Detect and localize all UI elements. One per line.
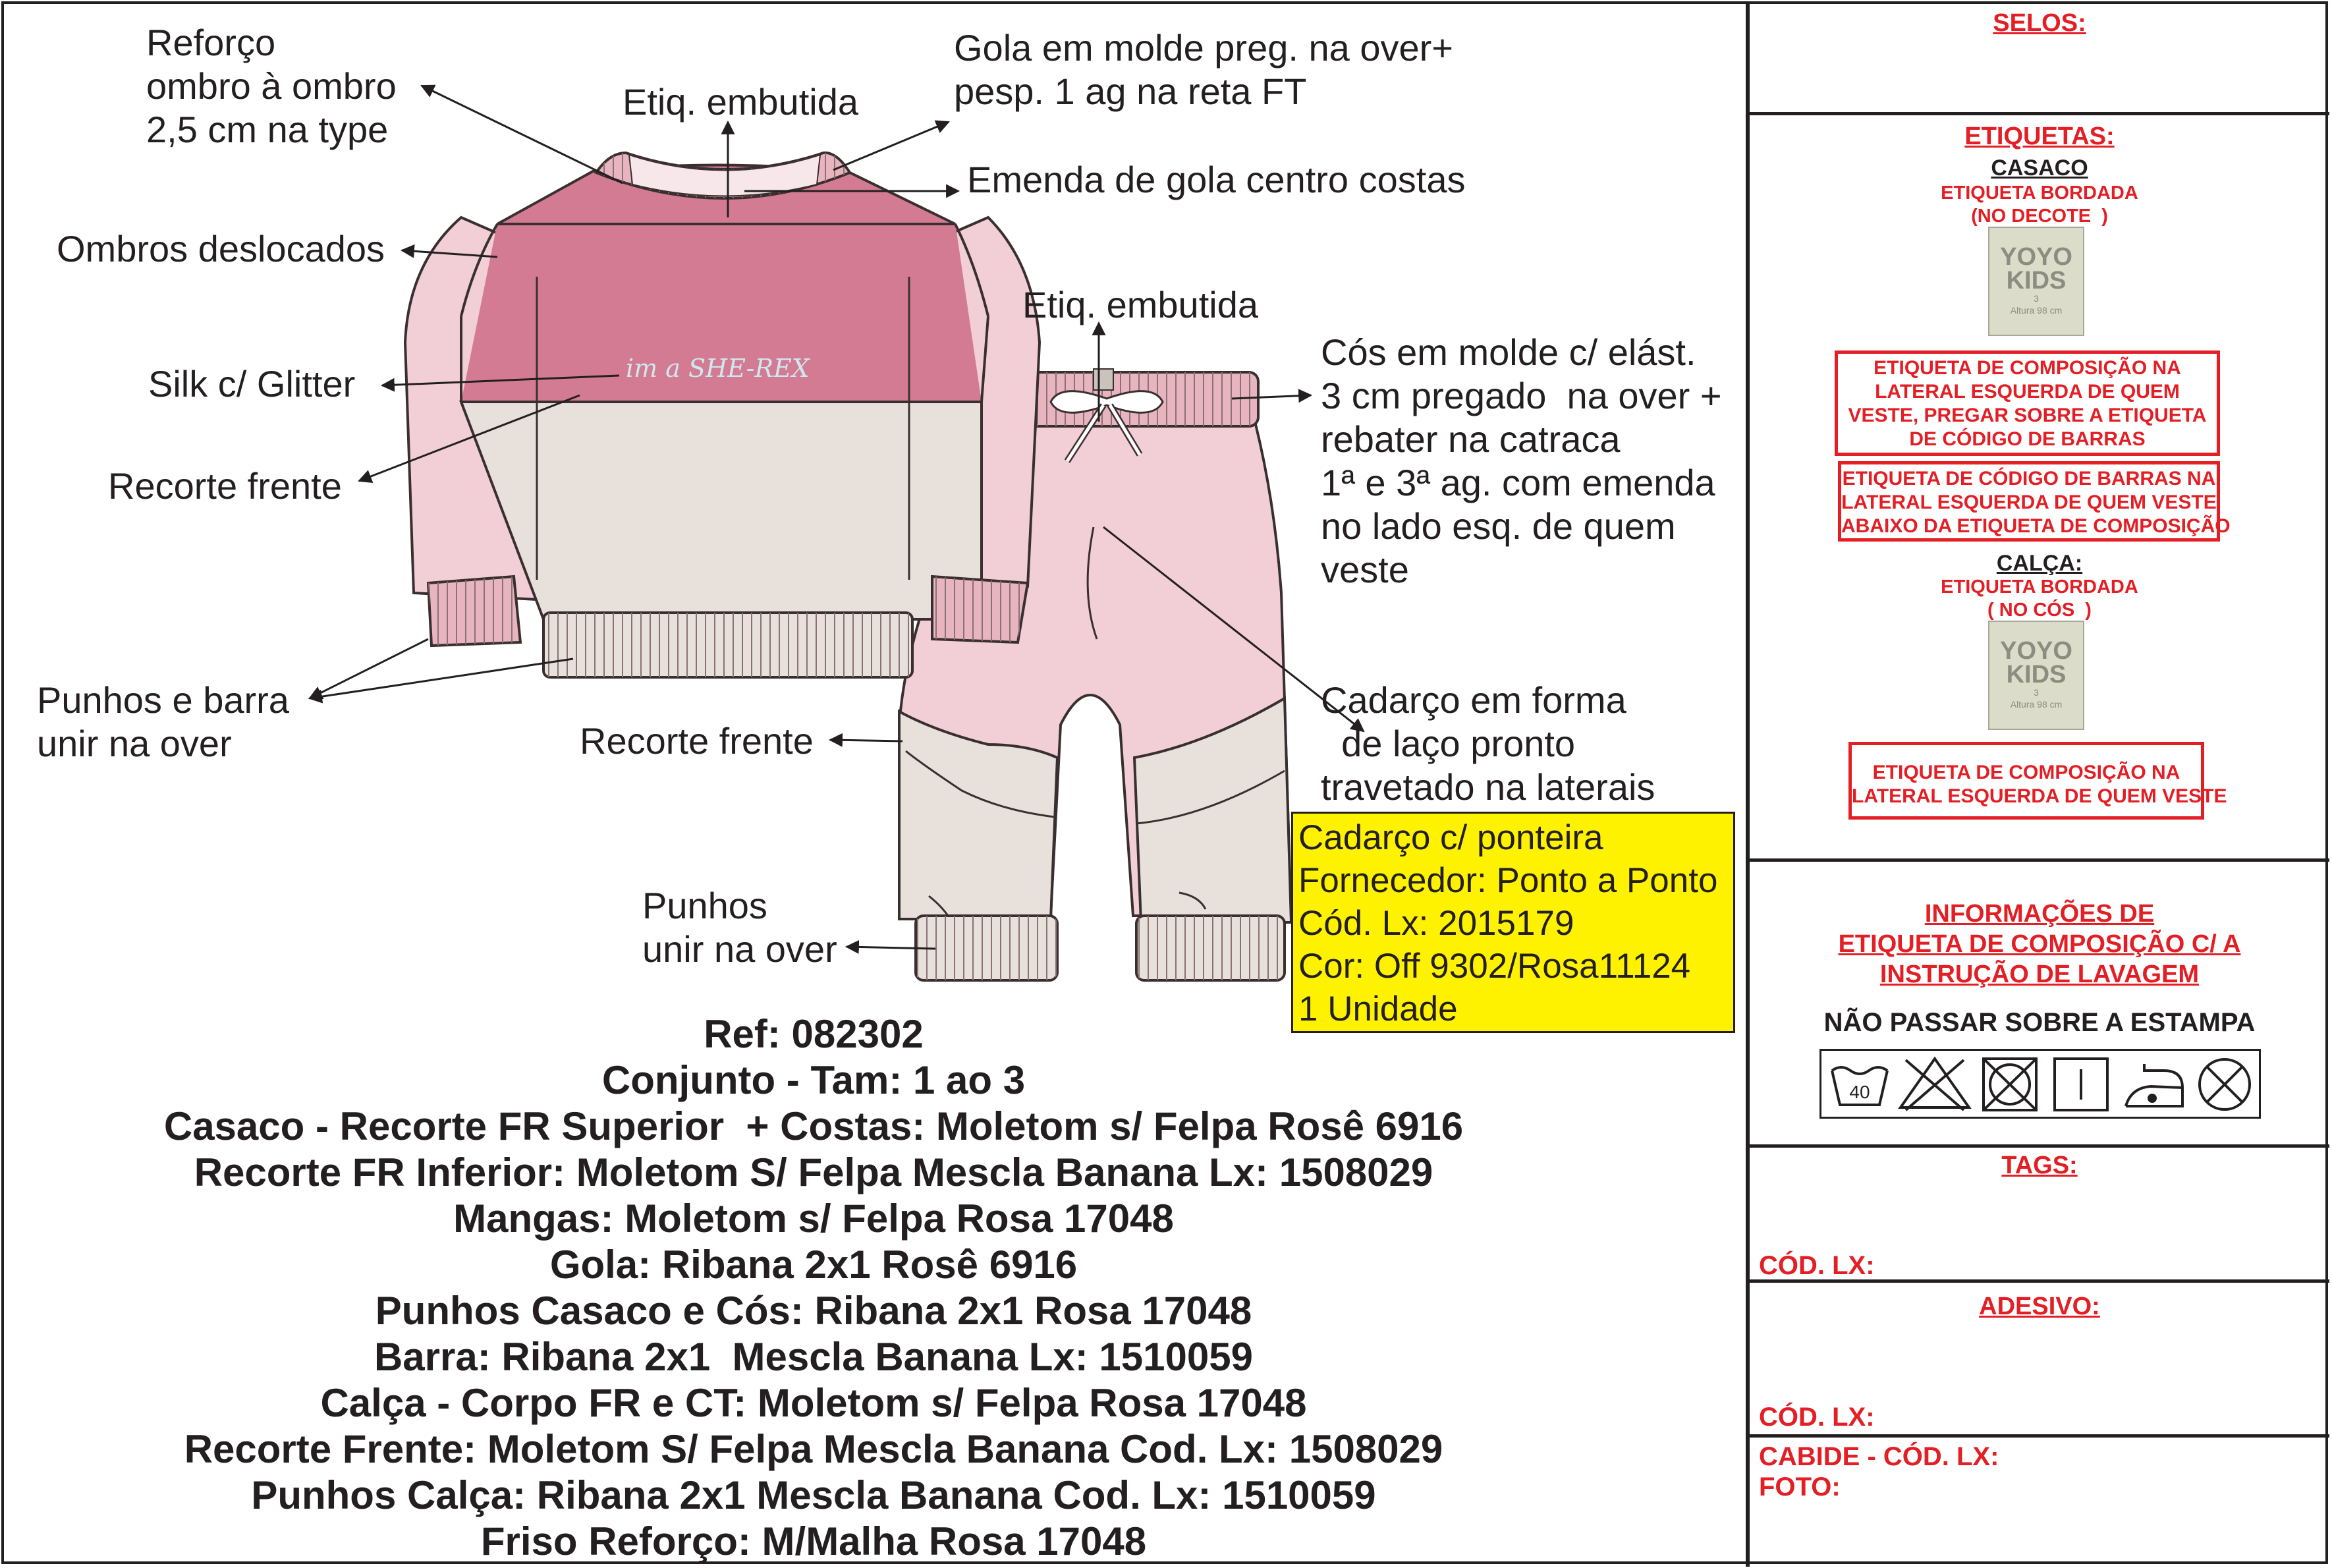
divider-selos	[1747, 112, 2329, 115]
pants-composition-label-note: ETIQUETA DE COMPOSIÇÃO NA LATERAL ESQUERDA DE QUEM VESTE	[1848, 742, 2204, 820]
line-dry-icon	[2055, 1059, 2107, 1110]
casaco-subheading: CASACO	[1991, 155, 2088, 181]
label-gola: Gola em molde preg. na over+ pesp. 1 ag na reta FT	[954, 27, 1453, 112]
note-line: 1 Unidade	[1298, 990, 1458, 1028]
wash-temp: 40	[1849, 1082, 1870, 1102]
brand-tag-calca	[1988, 621, 2084, 730]
label-silk: Silk c/ Glitter	[148, 363, 356, 405]
tag-line: Altura 98 cm	[2010, 305, 2063, 316]
note-line: Cód. Lx: 2015179	[1298, 904, 1574, 943]
adesivo-cod-lx: CÓD. LX:	[1759, 1403, 1875, 1432]
spec-line: Conjunto - Tam: 1 ao 3	[601, 1058, 1026, 1102]
spec-line: Punhos Casaco e Cós: Ribana 2x1 Rosa 17048	[375, 1289, 1252, 1333]
label-recorte-frente-top: Recorte frente	[108, 465, 342, 507]
label-etiq-embutida-top: Etiq. embutida	[623, 81, 858, 123]
divider-info	[1747, 1144, 2329, 1148]
spec-ref: Ref: 082302	[704, 1012, 924, 1056]
care-icons-svg	[1821, 1051, 2259, 1117]
foto-label: FOTO:	[1759, 1472, 1841, 1501]
spec-line: Recorte FR Inferior: Moletom S/ Felpa Mescla Banana Lx: 1508029	[194, 1150, 1433, 1194]
label-ombros: Ombros deslocados	[57, 228, 385, 269]
column-divider	[1746, 1, 1750, 1567]
composition-label-note: ETIQUETA DE COMPOSIÇÃO NA LATERAL ESQUERDA DE QUEM VESTE, PREGAR SOBRE A ETIQUETA DE CÓDIGO DE BARRAS	[1835, 350, 2220, 456]
label-recorte-frente-pants: Recorte frente	[580, 720, 814, 762]
brand-tag-casaco	[1988, 227, 2084, 336]
label-reforco: Reforço ombro à ombro 2,5 cm na type	[146, 22, 397, 150]
no-bleach-icon	[1901, 1059, 1969, 1110]
tag-brand: YOYO	[2000, 243, 2072, 271]
note-line: Fornecedor: Ponto a Ponto	[1298, 861, 1718, 900]
no-tumble-dry-icon	[1984, 1059, 2036, 1110]
calca-subheading: CALÇA:	[1996, 551, 2083, 576]
divider-etiquetas	[1747, 858, 2329, 862]
calca-label-note: ETIQUETA BORDADA ( NO CÓS )	[1941, 576, 2138, 621]
spec-line: Calça - Corpo FR e CT: Moletom s/ Felpa Rosa 17048	[320, 1381, 1307, 1425]
label-emenda: Emenda de gola centro costas	[967, 159, 1466, 200]
label-punhos-barra: Punhos e barra unir na over	[37, 679, 289, 764]
etiquetas-heading: ETIQUETAS:	[1964, 123, 2115, 150]
spec-line: Mangas: Moletom s/ Felpa Rosa 17048	[453, 1196, 1174, 1241]
tag-size: 3	[2034, 293, 2039, 304]
tag-brand: KIDS	[2006, 661, 2067, 688]
tag-line: Altura 98 cm	[2010, 699, 2063, 710]
selos-heading: SELOS:	[1993, 9, 2086, 37]
tags-cod-lx: CÓD. LX:	[1759, 1251, 1875, 1280]
note-line: Cadarço c/ ponteira	[1298, 818, 1603, 857]
label-cos: Cós em molde c/ elást. 3 cm pregado na over + rebater na catraca 1ª e 3ª ag. com emenda no lado esq. de quem veste	[1321, 331, 1722, 590]
spec-line: Friso Reforço: M/Malha Rosa 17048	[480, 1519, 1147, 1563]
spec-line: Punhos Calça: Ribana 2x1 Mescla Banana Cod. Lx: 1510059	[251, 1473, 1376, 1517]
label-etiq-embutida-pants: Etiq. embutida	[1022, 284, 1258, 325]
spec-line: Barra: Ribana 2x1 Mescla Banana Lx: 1510059	[374, 1335, 1254, 1379]
divider-adesivo	[1747, 1434, 2329, 1438]
spec-line: Recorte Frente: Moletom S/ Felpa Mescla Banana Cod. Lx: 1508029	[184, 1427, 1443, 1471]
no-dry-clean-icon	[2200, 1059, 2250, 1109]
label-cadarco: Cadarço em forma de laço pronto travetado na laterais	[1321, 679, 1655, 808]
tags-heading: TAGS:	[2001, 1152, 2078, 1179]
note-line: Cor: Off 9302/Rosa11124	[1298, 947, 1691, 986]
supplier-note	[1291, 812, 1735, 1033]
spec-line: Gola: Ribana 2x1 Rosê 6916	[549, 1243, 1078, 1287]
print-text: im a SHE-REX	[626, 354, 810, 383]
casaco-label-note: ETIQUETA BORDADA (NO DECOTE )	[1941, 182, 2138, 227]
tag-brand: YOYO	[2000, 637, 2072, 665]
tag-size: 3	[2034, 687, 2039, 698]
barcode-label-note: ETIQUETA DE CÓDIGO DE BARRAS NA LATERAL ESQUERDA DE QUEM VESTE ABAIXO DA ETIQUETA DE COMPOSIÇÃO	[1838, 461, 2220, 542]
label-punhos-pants: Punhos unir na over	[642, 885, 837, 970]
care-icons	[1819, 1049, 2261, 1119]
no-iron-print-note: NÃO PASSAR SOBRE A ESTAMPA	[1823, 1008, 2256, 1037]
spec-line: Casaco - Recorte FR Superior + Costas: Moletom s/ Felpa Rosê 6916	[163, 1104, 1464, 1148]
sweatshirt-drawing	[405, 153, 1040, 677]
adesivo-heading: ADESIVO:	[1979, 1293, 2100, 1320]
tag-brand: KIDS	[2006, 267, 2067, 294]
cabide-cod-lx: CABIDE - CÓD. LX:	[1759, 1442, 1999, 1471]
care-info-heading: INFORMAÇÕES DE ETIQUETA DE COMPOSIÇÃO C/ A INSTRUÇÃO DE LAVAGEM	[1838, 900, 2241, 988]
